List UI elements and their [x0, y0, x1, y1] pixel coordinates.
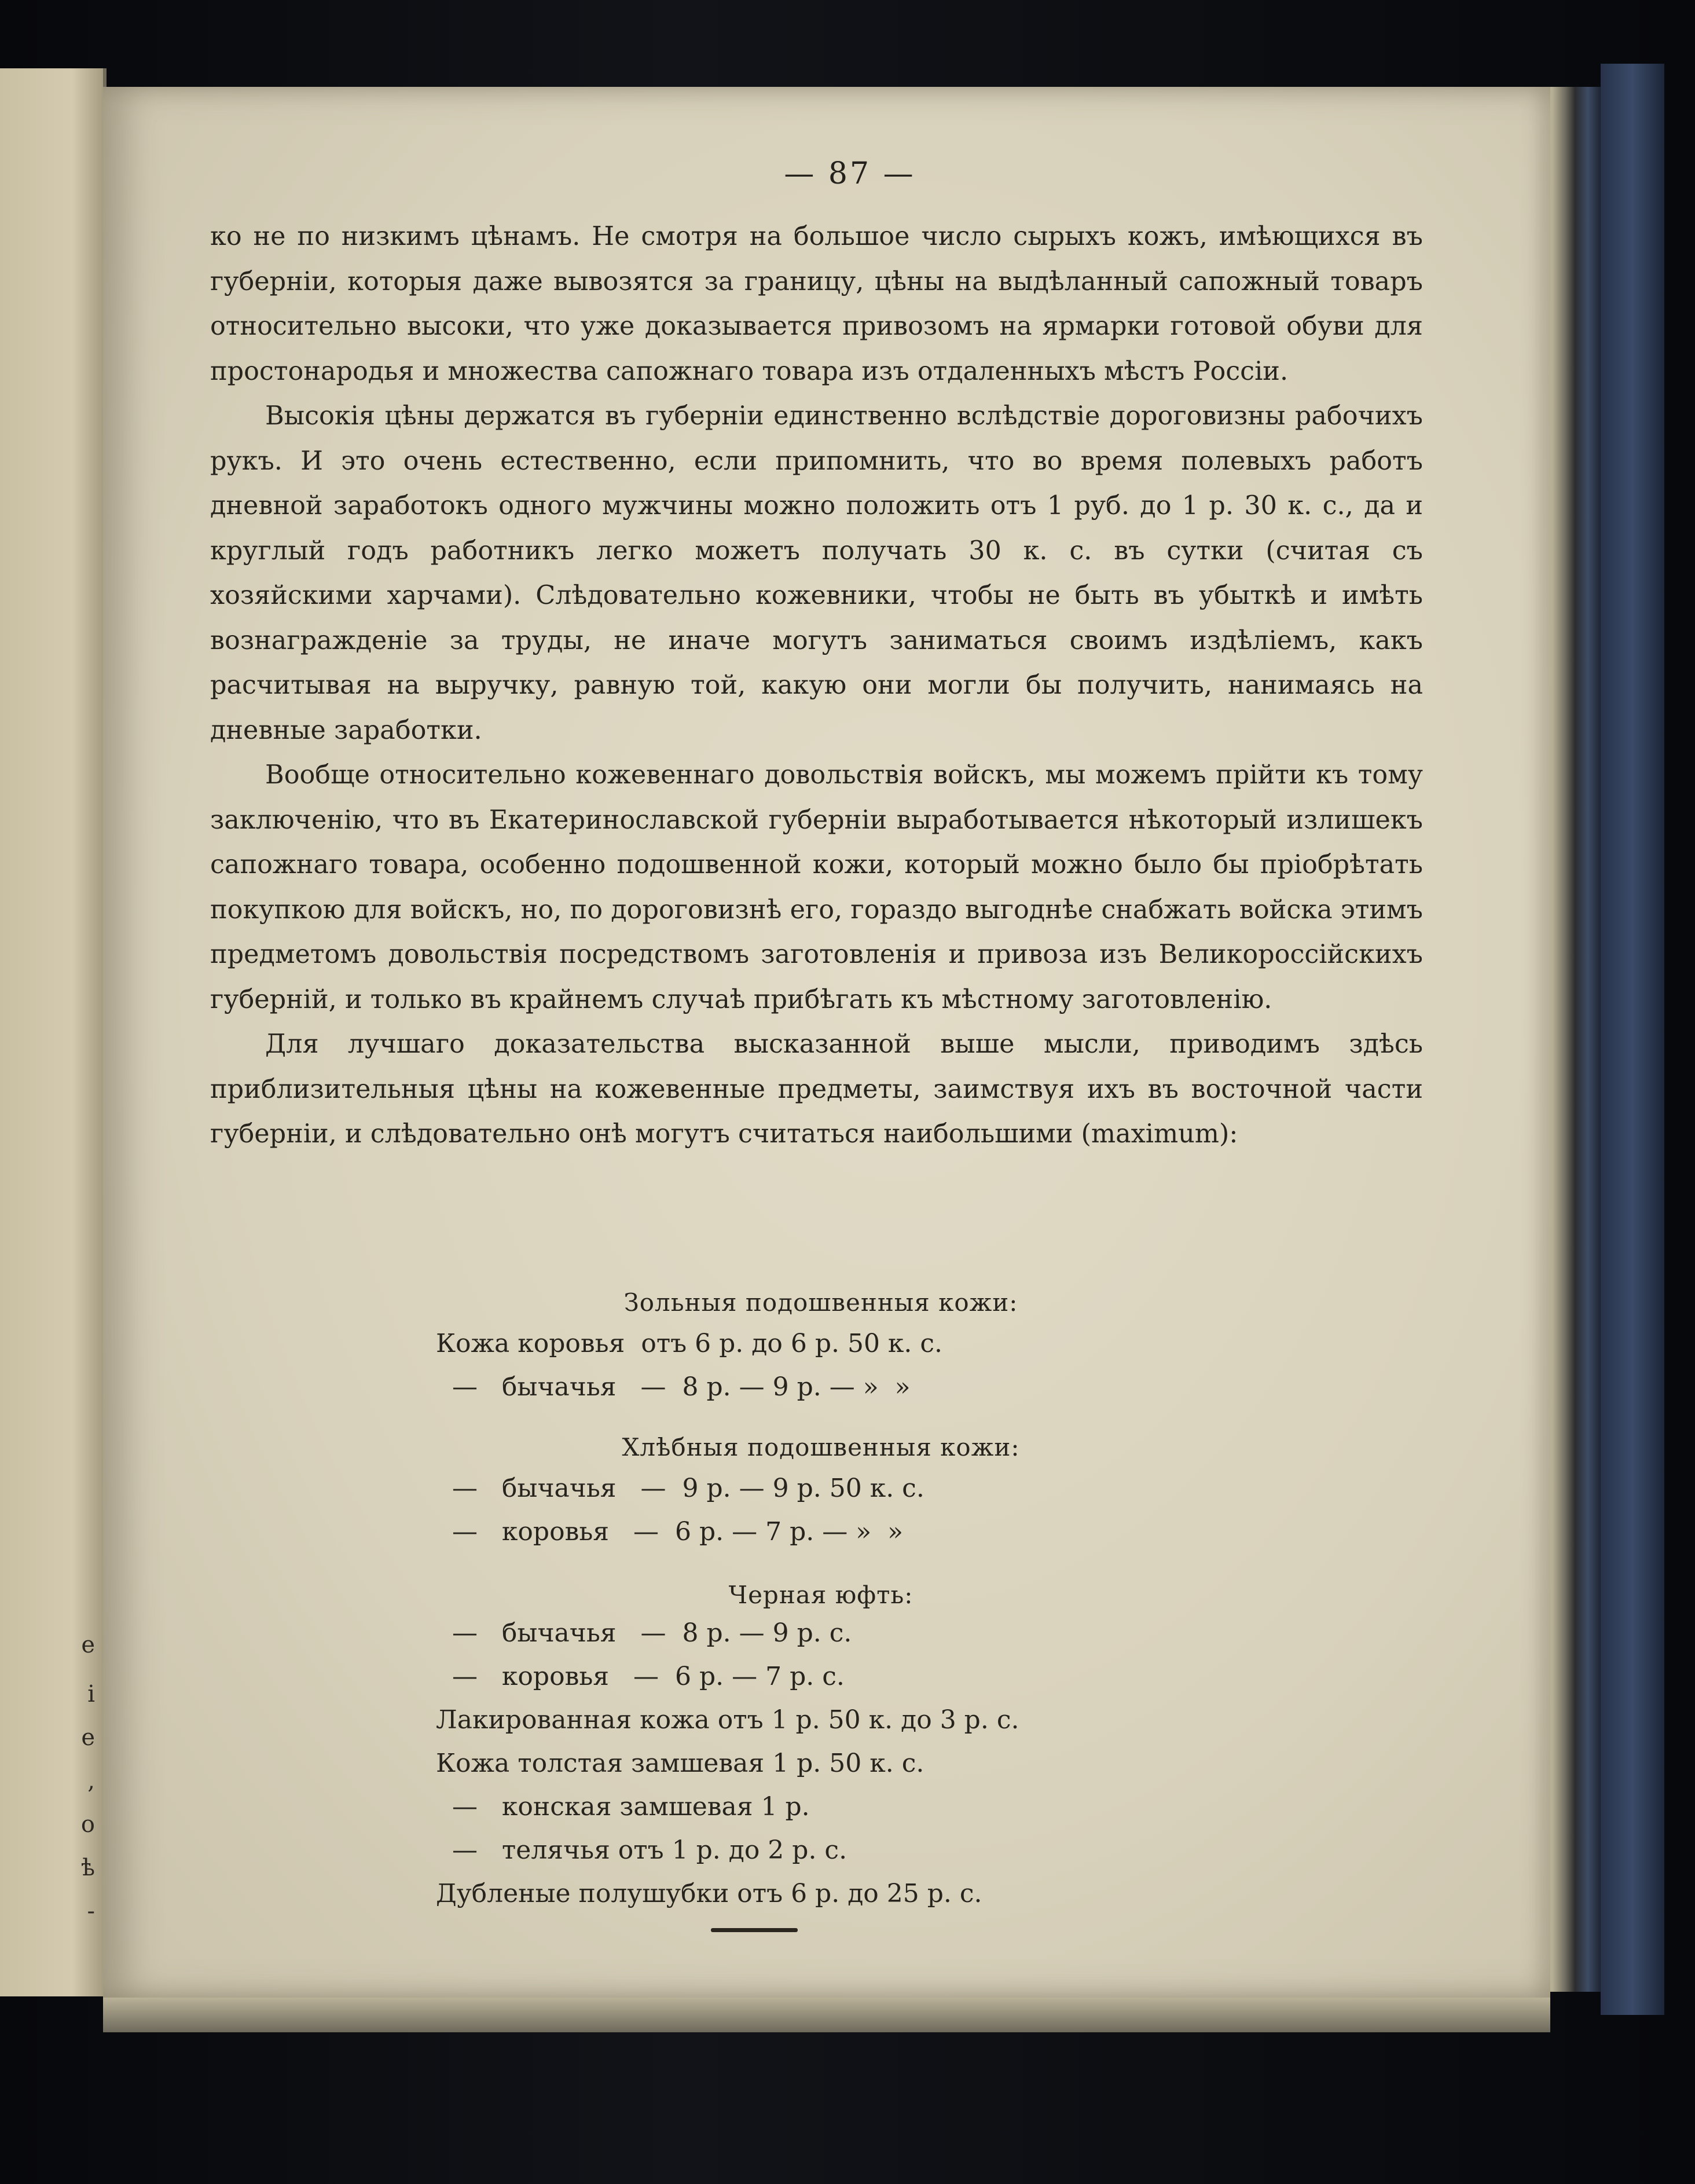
price-line: — коровья — 6 р. — 7 р. с. [436, 1662, 845, 1691]
left-page-mark: ѣ [80, 1855, 95, 1881]
page-number: — 87 — [784, 156, 916, 191]
book-page [103, 87, 1550, 1998]
price-line: — бычачья — 8 р. — 9 р. с. [436, 1618, 852, 1648]
left-page-mark: , [87, 1768, 95, 1794]
paragraph: Высокія цѣны держатся въ губерніи единственно вслѣдствіе дороговизны рабочихъ рукъ. И это очень естественно, если припомнить, что во время полевыхъ работъ дневной заработокъ одного мужчины можно положить отъ 1 руб. до 1 р. 30 к. с., да и круглый годъ работникъ легко можетъ получать 30 к. с. въ сутки (считая съ хозяйскими харчами). Слѣдовательно кожевники, чтобы не быть въ убыткѣ и имѣть вознагражденіе за труды, не иначе могутъ заниматься своимъ издѣліемъ, какъ расчитывая на выручку, равную той, какую они могли бы получить, нанимаясь на дневные заработки. [210, 401, 1423, 745]
price-section-title: Черная юфть: [728, 1581, 913, 1609]
price-line: — бычачья — 8 р. — 9 р. — » » [436, 1372, 911, 1402]
price-section-title: Зольныя подошвенныя кожи: [623, 1288, 1018, 1317]
left-page-mark: о [80, 1811, 95, 1838]
left-page-mark: і [87, 1681, 95, 1707]
left-page-mark: е [81, 1632, 95, 1658]
paragraph: Для лучшаго доказательства высказанной выше мысли, приводимъ здѣсь приблизительныя цѣны на кожевенные предметы, заимствуя ихъ въ восточной части губерніи, и слѣдовательно онѣ могутъ считаться наибольшими (maximum): [210, 1029, 1423, 1149]
page-bottom-edge [103, 1998, 1550, 2032]
price-line: Кожа коровья отъ 6 р. до 6 р. 50 к. с. [436, 1329, 943, 1358]
price-line: Лакированная кожа отъ 1 р. 50 к. до 3 р. с. [436, 1705, 1019, 1735]
price-section-title: Хлѣбныя подошвенныя кожи: [622, 1433, 1020, 1461]
price-line: Дубленые полушубки отъ 6 р. до 25 р. с. [436, 1879, 982, 1908]
left-page-mark: - [87, 1898, 95, 1925]
paragraph: Вообще относительно кожевеннаго довольствія войскъ, мы можемъ прійти къ тому заключенію, что въ Екатеринославской губерніи выработывается нѣкоторый излишекъ сапожнаго товара, особенно подошвенной кожи, который можно было бы пріобрѣтать покупкою для войскъ, но, по дороговизнѣ его, гораздо выгоднѣе снабжать войска этимъ предметомъ довольствія посредствомъ заготовленія и привоза изъ Великороссійскихъ губерній, и только въ крайнемъ случаѣ прибѣгать къ мѣстному заготовленію. [210, 760, 1423, 1014]
price-line: Кожа толстая замшевая 1 р. 50 к. с. [436, 1749, 924, 1778]
left-page-edge [0, 68, 107, 1996]
left-page-mark: е [81, 1724, 95, 1751]
price-line: — конская замшевая 1 р. [436, 1792, 810, 1822]
price-line: — телячья отъ 1 р. до 2 р. с. [436, 1835, 848, 1865]
price-line: — коровья — 6 р. — 7 р. — » » [436, 1517, 904, 1547]
paragraph: ко не по низкимъ цѣнамъ. Не смотря на большое число сырыхъ кожъ, имѣющихся въ губерніи, которыя даже вывозятся за границу, цѣны на выдѣланный сапожный товаръ относительно высоки, что уже доказывается привозомъ на ярмарки готовой обуви для простонародья и множества сапожнаго товара изъ отдаленныхъ мѣстъ Россіи. [210, 222, 1423, 386]
closing-rule [711, 1928, 798, 1932]
cover-edge [1601, 64, 1664, 2015]
price-line: — бычачья — 9 р. — 9 р. 50 к. с. [436, 1474, 924, 1503]
body-text [210, 214, 1423, 1157]
